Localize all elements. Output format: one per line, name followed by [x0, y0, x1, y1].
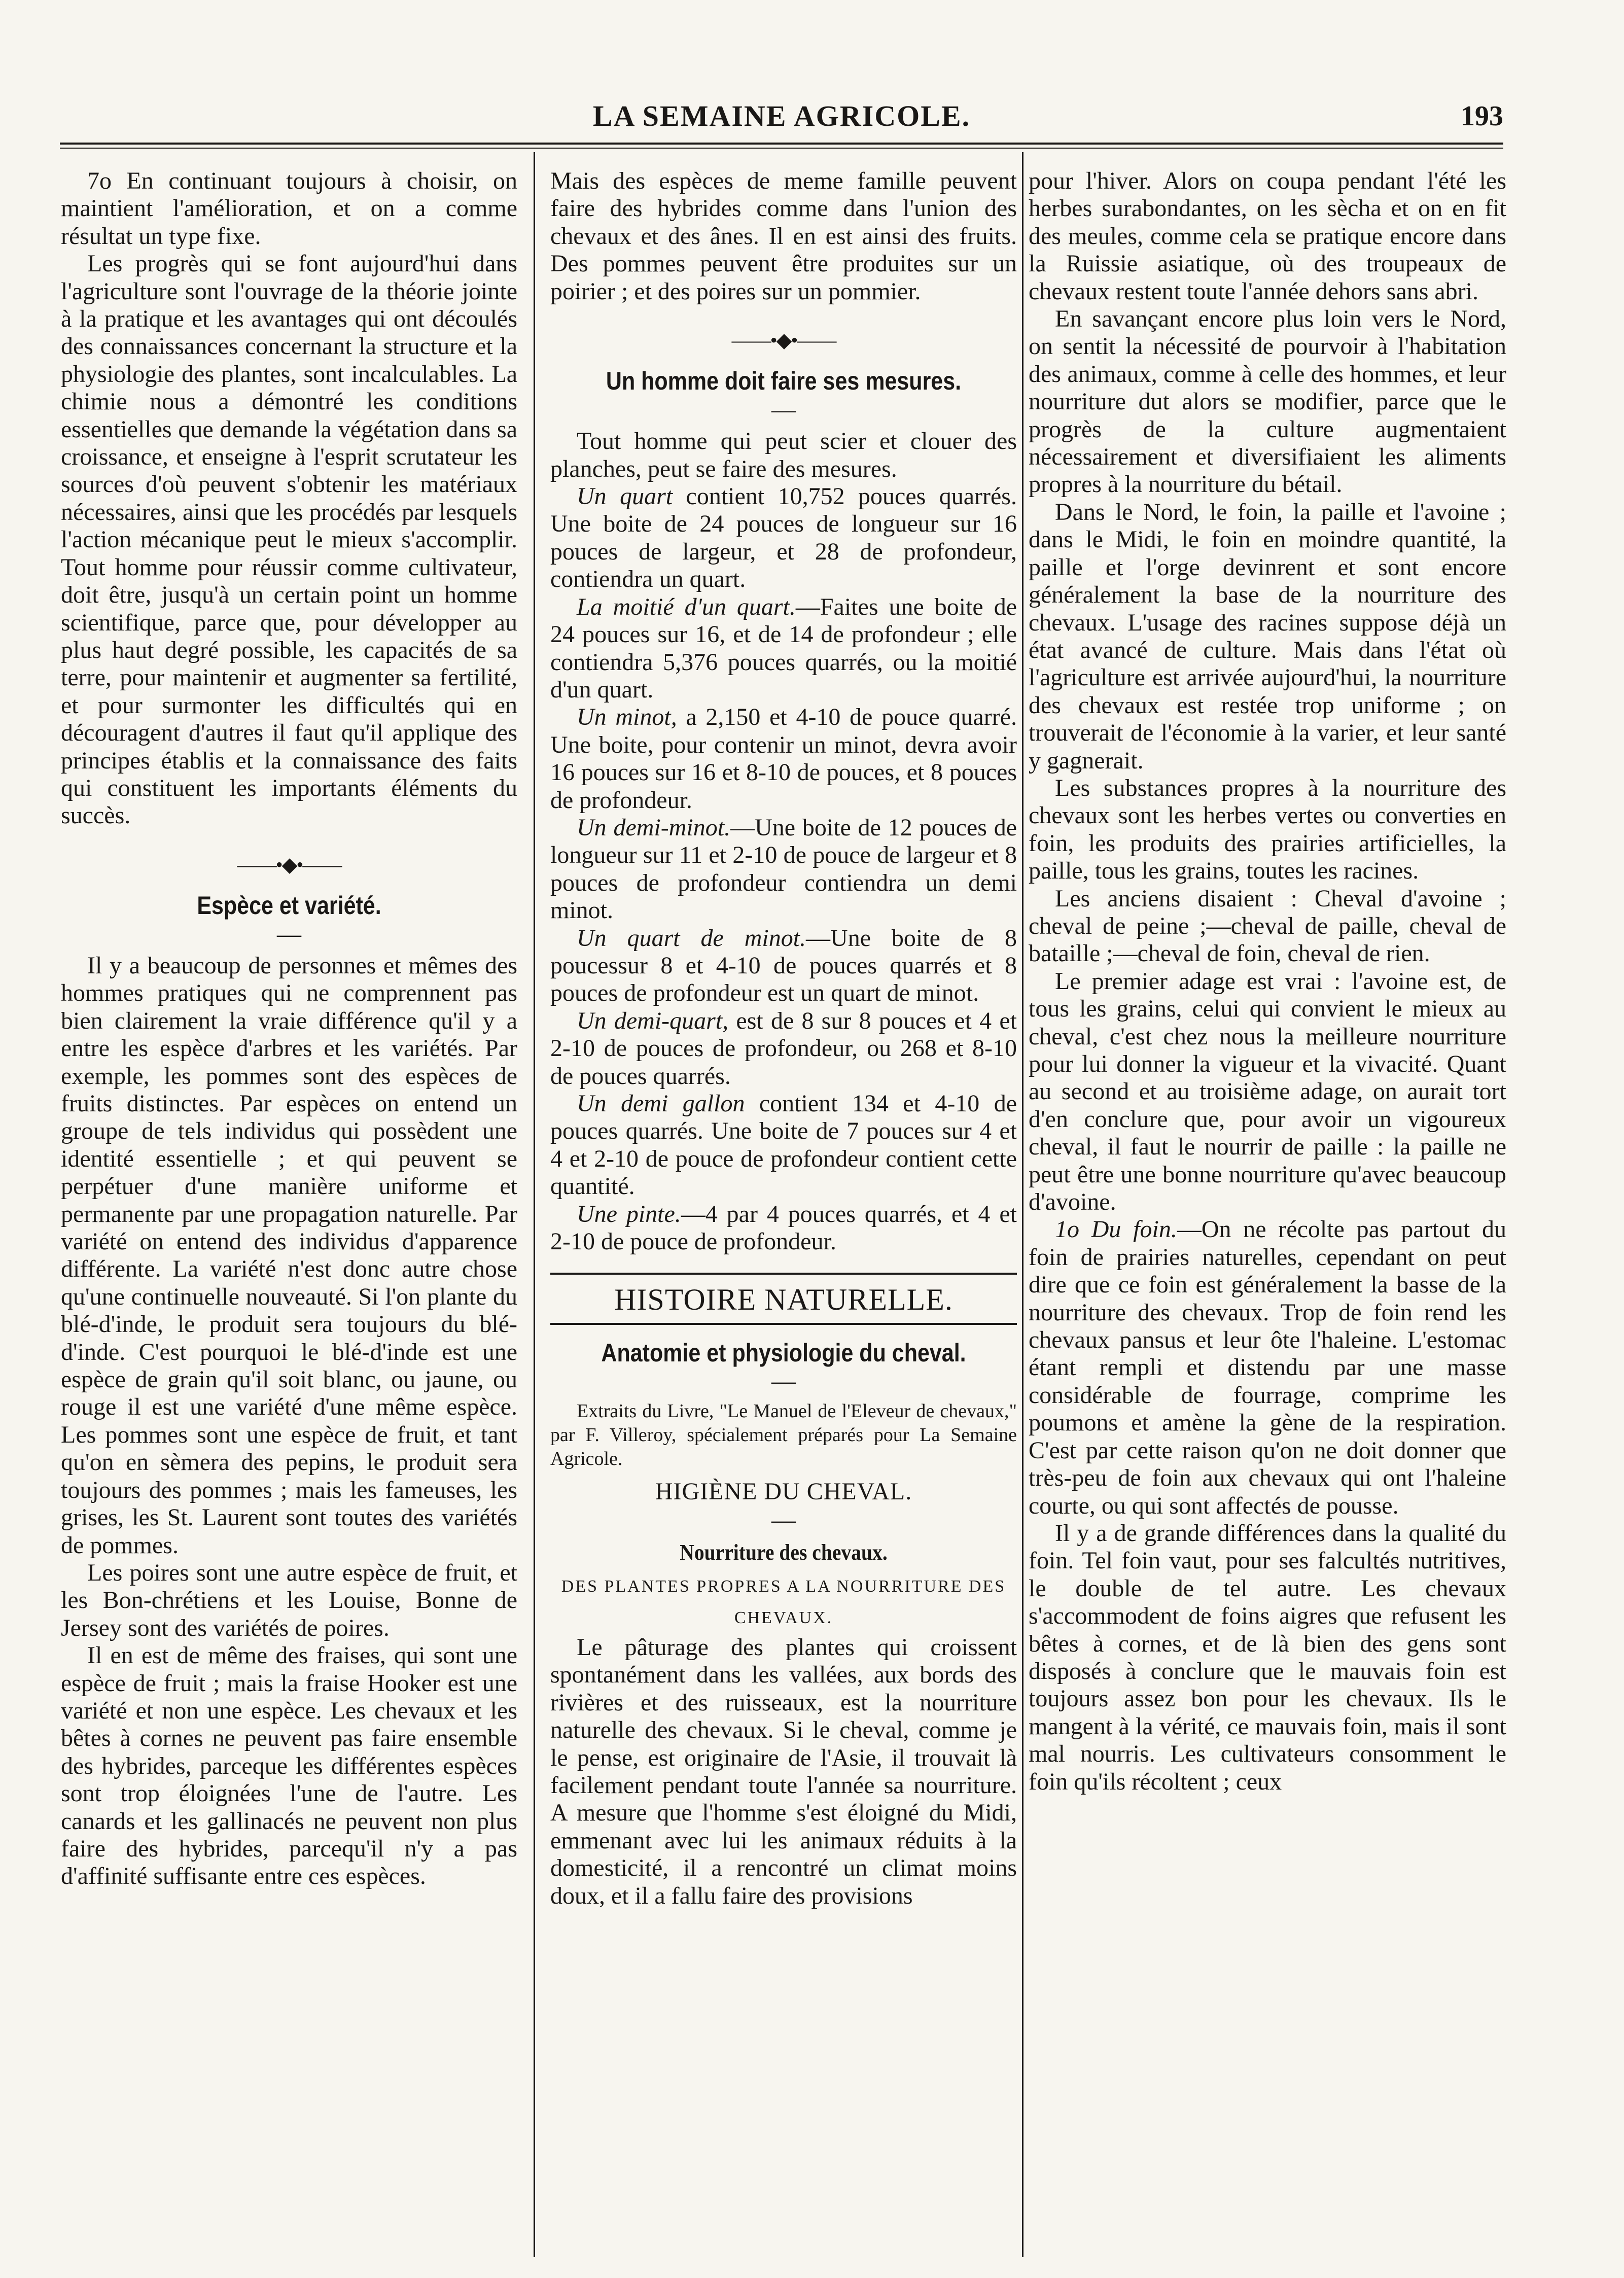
italic-term: Un minot,: [577, 704, 677, 731]
paragraph: Il y a de grande différences dans la qualité du foin. Tel foin vaut, pour ses falcultés nutritives, le double de tel autre. Les chevaux s'accommodent de foins aigres que refusent les bêtes à cornes, et de là bien des gens sont disposés à conclure que le mauvais foin est toujours assez bon pour les chevaux. Ils le mangent à la vérité, ce mauvais foin, mais il sont mal nourris. Les cultivateurs consomment le foin qu'ils récoltent ; ceux: [1029, 1519, 1506, 1795]
italic-term: Un quart: [577, 483, 673, 510]
paragraph: [550, 593, 1017, 704]
paragraph-text: —Une boite de 8 poucessur 8 et 4-10 de pouces quarrés et 8 pouces de profondeur est un quart de minot.: [550, 924, 1017, 1007]
subsection-title: HIGIÈNE DU CHEVAL.: [655, 1478, 912, 1505]
paragraph: Il en est de même des fraises, qui sont une espèce de fruit ; mais la fraise Hooker est une variété et non une espèce. Les chevaux et les bêtes à cornes ne peuvent pas faire ensemble des hybrides, parceque les différentes espèces sont trop éloignées l'une de l'autre. Les canards et les gallinacés ne peuvent non plus faire des hybrides, parcequ'il n'y a pas d'affinité suffisante entre ces espèces.: [61, 1642, 517, 1890]
paragraph-text: —4 par 4 pouces quarrés, et 4 et 2-10 de pouce de profondeur.: [550, 1200, 1017, 1255]
paragraph: [550, 483, 1017, 593]
paragraph-text: —On ne récolte pas partout du foin de prairies naturelles, cependant on peut dire que ce foin est généralement la basse de la nourriture des chevaux. Trop de foin rend les chevaux pansus et leur ôte l'haleine. L'estomac étant rempli et distendu par une masse considérable de fourrage, comprime les poumons et amène la gène de la respiration. C'est par cette raison qu'on ne doit donner que très-peu de foin aux chevaux qui ont l'haleine courte, ou qui sont affectés de pousse.: [1029, 1216, 1506, 1519]
paragraph-text: est de 8 sur 8 pouces et 4 et 2-10 de pouces de profondeur, ou 268 et 8-10 de pouces quarrés.: [550, 1007, 1017, 1090]
paragraph: 7o En continuant toujours à choisir, on maintient l'amélioration, et on a comme résultat un type fixe.: [61, 167, 517, 250]
paragraph-text: a 2,150 et 4-10 de pouce quarré. Une boite, pour contenir un minot, devra avoir 16 pouces sur 16 et 8-10 de pouces, et 8 pouces de profondeur.: [550, 704, 1017, 814]
article-heading: Anatomie et physiologie du cheval.: [601, 1338, 966, 1367]
section-title: HISTOIRE NATURELLE.: [550, 1273, 1017, 1324]
italic-term: La moitié d'un quart.: [577, 593, 796, 620]
heading-dash: —: [771, 396, 796, 423]
subsection-heading: Nourriture des chevaux.: [680, 1540, 888, 1565]
page-number: 193: [1461, 100, 1503, 132]
italic-term: 1o Du foin.: [1055, 1216, 1177, 1243]
paragraph: Les anciens disaient : Cheval d'avoine ; cheval de peine ;—cheval de paille, cheval de bataille ;—cheval de foin, cheval de rien.: [1029, 885, 1506, 967]
ornament-divider: ——•◆•——: [731, 329, 836, 352]
heading-dash: —: [771, 1368, 796, 1395]
italic-term: Une pinte.: [577, 1200, 681, 1228]
caps-heading: DES PLANTES PROPRES A LA NOURRITURE DES CHEVAUX.: [561, 1576, 1006, 1627]
paragraph: Mais des espèces de meme famille peuvent faire des hybrides comme dans l'union des chevaux et des ânes. Il en est ainsi des fruits. Des pommes peuvent être produites sur un poirier ; et des poires sur un pommier.: [550, 167, 1017, 305]
paragraph-text: contient 134 et 4-10 de pouces quarrés. Une boite de 7 pouces sur 4 et 4 et 2-10 de pouce de profondeur contient cette quantité.: [550, 1090, 1017, 1200]
paragraph: Le pâturage des plantes qui croissent spontanément dans les vallées, aux bords des rivières et des ruisseaux, est la nourriture naturelle des chevaux. Si le cheval, comme je le pense, est originaire de l'Asie, il trouvait là facilement pendant toute l'année sa nourriture. A mesure que l'homme s'est éloigné du Midi, emmenant avec lui les animaux réduits à la domesticité, il a rencontré un climat moins doux, et il a fallu faire des provisions: [550, 1633, 1017, 1909]
paragraph: [550, 814, 1017, 925]
paragraph: Les progrès qui se font aujourd'hui dans l'agriculture sont l'ouvrage de la théorie jointe à la pratique et les avantages qui ont découlés des connaissances concernant la structure et la physiologie des plantes, sont incalculables. La chimie nous a démontré les conditions essentielles que demande la végétation dans sa croissance, et enseigne à l'esprit scrutateur les sources d'où peuvent s'obtenir les matériaux nécessaires, ainsi que les procédés par lesquels l'action mécanique peut le mieux s'accomplir. Tout homme pour réussir comme cultivateur, doit être, jusqu'à un certain point un homme scientifique, parce que, pour développer au plus haut degré possible, les capacités de sa terre, pour maintenir et augmenter sa fertilité, et pour surmonter les difficultés qui en découragent d'autres il faut qu'il applique des principes établis et la connaissance des faits qui constituent les importants éléments du succès.: [61, 250, 517, 829]
paragraph: Tout homme qui peut scier et clouer des planches, peut se faire des mesures.: [550, 428, 1017, 482]
heading-dash: —: [771, 1506, 796, 1534]
paragraph: [550, 704, 1017, 814]
column-1: [61, 167, 517, 2257]
italic-term: Un demi-minot.: [577, 814, 731, 841]
paragraph: [1029, 1216, 1506, 1519]
page-header: [60, 99, 1503, 139]
column-2: [550, 167, 1017, 2257]
column-divider-1: [534, 152, 535, 2257]
paragraph: [550, 925, 1017, 1007]
ornament-divider: ——•◆•——: [237, 853, 341, 876]
italic-term: Un demi gallon: [577, 1090, 745, 1117]
article-heading: Un homme doit faire ses mesures.: [606, 367, 962, 396]
italic-term: Un demi-quart,: [577, 1007, 729, 1034]
paragraph-text: —Une boite de 12 pouces de longueur sur 11 et 2-10 de pouce de largeur et 8 pouces de profondeur contiendra un demi minot.: [550, 814, 1017, 924]
italic-term: Un quart de minot.: [577, 924, 806, 952]
heading-dash: —: [277, 920, 301, 948]
paragraph: [550, 1090, 1017, 1201]
paragraph: Dans le Nord, le foin, la paille et l'avoine ; dans le Midi, le foin en moindre quantité, la paille et l'orge devinrent et sont encore généralement la base de la nourriture des chevaux. L'usage des racines suppose déjà un état avancé de culture. Mais dans l'état où l'agriculture est arrivée aujourd'hui, la nourriture des chevaux est restée trop uniforme ; on trouverait de l'économie à la varier, et leur santé y gagnerait.: [1029, 498, 1506, 774]
paragraph: Les poires sont une autre espèce de fruit, et les Bon-chrétiens et les Louise, Bonne de Jersey sont des variétés de poires.: [61, 1559, 517, 1641]
paragraph: Il y a beaucoup de personnes et mêmes des hommes pratiques qui ne comprennent pas bien clairement la vraie différence qu'il y a entre les espèce d'arbres et les variétés. Par exemple, les pommes sont des espèces de fruits distinctes. Par espèces on entend un groupe de tels individus qui possèdent une identité essentielle ; et qui peuvent se perpétuer d'une manière uniforme et permanente par une propagation naturelle. Par variété on entend des individus d'apparence différente. La variété n'est donc autre chose qu'une continuelle nouveauté. Si l'on plante du blé-d'inde, le produit sera toujours du blé-d'inde. C'est pourquoi le blé-d'inde est une espèce de grain qu'il soit blanc, ou jaune, ou rouge il est une variété d'une même espèce. Les pommes sont une espèce de fruit, et tant qu'on en sèmera des pepins, le produit sera toujours des pommes ; mais les fameuses, les grises, les St. Laurent sont toutes des variétés de pommes.: [61, 952, 517, 1559]
paragraph-text: contient 10,752 pouces quarrés. Une boite de 24 pouces de longueur sur 16 pouces de largeur, et 28 de profondeur, contiendra un quart.: [550, 483, 1017, 593]
header-rule-thin: [60, 148, 1503, 149]
header-rule: [60, 143, 1503, 145]
article-heading: Espèce et variété.: [197, 891, 381, 920]
paragraph-text: —Faites une boite de 24 pouces sur 16, et de 14 de profondeur ; elle contiendra 5,376 pouces quarrés, ou la moitié d'un quart.: [550, 593, 1017, 703]
paragraph: pour l'hiver. Alors on coupa pendant l'été les herbes surabondantes, on les sècha et on en fit des meules, comme cela se pratique encore dans la Ruissie asiatique, où des troupeaux de chevaux restent toute l'année dehors sans abri.: [1029, 167, 1506, 305]
paragraph: En savançant encore plus loin vers le Nord, on sentit la nécessité de pourvoir à l'habitation des animaux, comme à celle des hommes, et leur nourriture dut alors se modifier, parce que le progrès de la culture augmentaient nécessairement et diversifiaient les aliments propres à la nourriture du bétail.: [1029, 305, 1506, 498]
column-divider-2: [1022, 152, 1023, 2257]
paragraph: Les substances propres à la nourriture des chevaux sont les herbes vertes ou converties en foin, les produits des prairies artificielles, la paille, tous les grains, toutes les racines.: [1029, 774, 1506, 885]
column-3: [1029, 167, 1506, 2257]
extract-note: Extraits du Livre, "Le Manuel de l'Eleveur de chevaux," par F. Villeroy, spécialement préparés pour La Semaine Agricole.: [550, 1400, 1017, 1469]
paragraph: Le premier adage est vrai : l'avoine est, de tous les grains, celui qui convient le mieux au cheval, c'est chez nous la meilleure nourriture pour lui donner la vigueur et la vivacité. Quant au second et au troisième adage, on aurait tort d'en conclure que, pour avoir un vigoureux cheval, il faut le nourrir de paille : la paille ne peut être une bonne nourriture qu'avec beaucoup d'avoine.: [1029, 967, 1506, 1216]
paragraph: [550, 1007, 1017, 1090]
paragraph: [550, 1201, 1017, 1256]
newspaper-title: LA SEMAINE AGRICOLE.: [592, 99, 971, 132]
